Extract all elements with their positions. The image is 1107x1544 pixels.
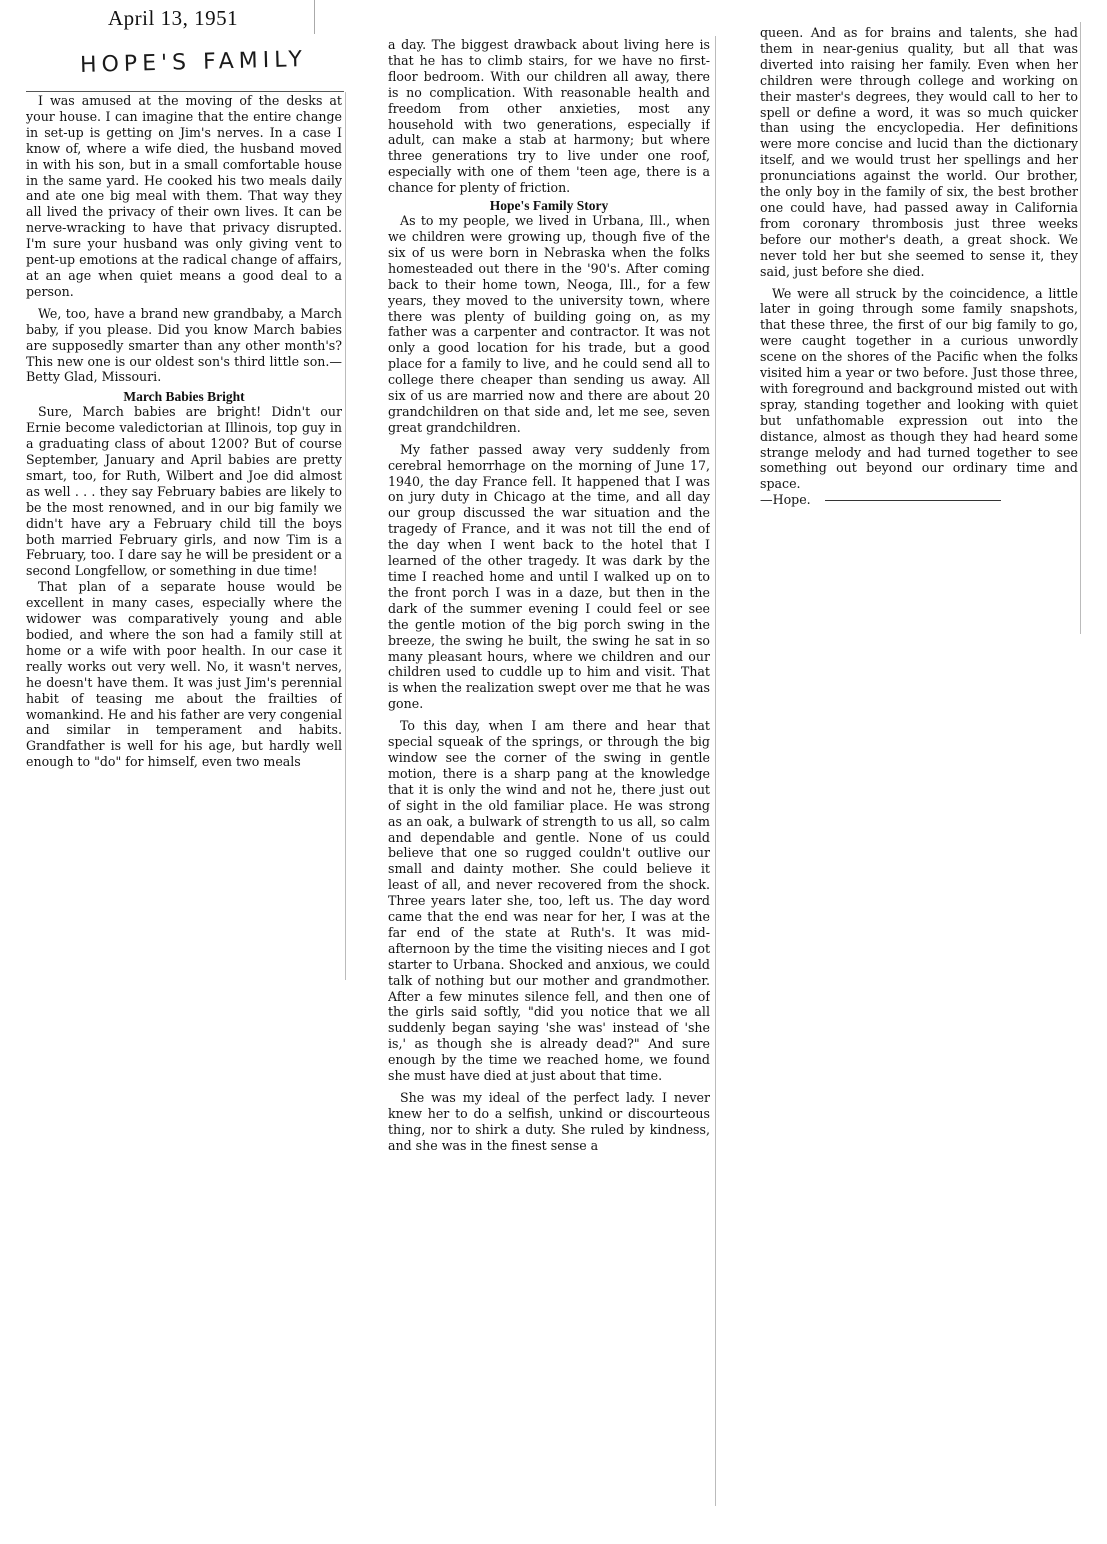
column-2 [388, 37, 710, 1154]
march-babies-heading: March Babies Bright [123, 389, 245, 405]
column2-paragraph-4: To this day, when I am there and hear that special squeak of the springs, or through the big window see the corner of the swing in gentle motion, there is a sharp pang at the knowledge that it is only the wind and not he, there just out of sight in the old familiar place. He was strong as an oak, a bulwark of strength to us all, so calm and dependable and gentle. None of us could believe that one so rugged couldn't outlive our small and dainty mother. She could believe it least of all, and never recovered from the shock. Three years later she, too, left us. The day word came that the end was near for her, I was at the far end of the state at Ruth's. It was mid-afternoon by the time the visiting nieces and I got starter to Urbana. Shocked and anxious, we could talk of nothing but our mother and grandmother. After a few minutes silence fell, and then one of the girls said softly, "did you notice that we all suddenly began saying 'she was' instead of 'she is,' as though she is already dead?" And sure enough by the time we reached home, we found she must have died at just about that time. [388, 718, 710, 1084]
end-rule [825, 500, 1001, 501]
column2-paragraph-5: She was my ideal of the perfect lady. I never knew her to do a selfish, unkind or discourteous thing, nor to shirk a duty. She ruled by kindness, and she was in the finest sense a [388, 1090, 710, 1153]
column1-paragraph-4: That plan of a separate house would be excellent in many cases, especially where the widower was comparatively young and able bodied, and where the son had a family still at home or a wife with poor health. In our case it really works out very well. No, it wasn't nerves, he doesn't have them. It was just Jim's perennial habit of teasing me about the frailties of womankind. He and his father are very congenial and similar in temperament and habits. Grandfather is well for his age, but hardly well enough to "do" for himself, even two meals [26, 579, 342, 770]
column1-paragraph-2: We, too, have a brand new grandbaby, a March baby, if you please. Did you know March babies are supposedly smarter than any other month's? This new one is our oldest son's third little son.—Betty Glad, Missouri. [26, 305, 342, 385]
column2-paragraph-2: As to my people, we lived in Urbana, Ill., when we children were growing up, though five of the six of us were born in Nebraska when the folks homesteaded out there in the '90's. After coming back to their home town, Neoga, Ill., for a few years, they moved to the university town, where there was plenty of building going on, as my father was a carpenter and contractor. It was not only a good location for his trade, but a good place for a family to live, and he could send all to college there cheaper than sending us away. All six of us are married now and there are about 20 grandchildren on that side and, let me see, seven great grandchildren. [388, 213, 710, 435]
column1-top-rule [26, 91, 344, 92]
column1-paragraph-1: I was amused at the moving of the desks at your house. I can imagine that the entire change in set-up is getting on Jim's nerves. In a case I know of, where a wife died, the husband moved in with his son, but in a small comfortable house in the same yard. He cooked his two meals daily and ate one big meal with them. That way they all lived the privacy of their own lives. It can be nerve-wracking to have that privacy disrupted. I'm sure your husband was only giving vent to pent-up emotions at the radical change of affairs, at an age when quiet means a good deal to a person. [26, 93, 342, 299]
column2-right-rule [715, 36, 716, 1506]
column-1 [26, 93, 342, 770]
signature-line [760, 492, 1078, 508]
column1-right-rule [345, 92, 346, 980]
column3-right-rule [1080, 22, 1081, 634]
signature: —Hope. [760, 492, 811, 508]
column1-paragraph-3: Sure, March babies are bright! Didn't our Ernie become valedictorian at Illinois, top guy in a graduating class of about 1200? But of course September, January and April babies are pretty smart, too, for Ruth, Wilbert and Joe did almost as well . . . they say February babies are likely to be the most renowned, and in our big family we didn't have ary a February child till the boys both married February girls, and now Tim is a February, too. I dare say he will be president or a second Longfellow, or something in due time! [26, 404, 342, 579]
column2-paragraph-1: a day. The biggest drawback about living here is that he has to climb stairs, for we have no first-floor bedroom. With our children all away, there is no complication. With reasonable health and freedom from other anxieties, most any household with two generations, especially if adult, can make a stab at harmony; but where three generations try to live under one roof, especially with one of them 'teen age, there is a chance for plenty of friction. [388, 37, 710, 196]
column-3 [760, 25, 1078, 508]
column3-paragraph-1: queen. And as for brains and talents, she had them in near-genius quality, but all that was diverted into raising her family. Even when her children were through college and working on their master's degrees, they would call to her to spell or define a word, it was so much quicker than using the encyclopedia. Her definitions were more concise and lucid than the dictionary itself, and we would trust her spellings and her pronunciations against the world. Our brother, the only boy in the family of six, the best brother one could have, had passed away in California from coronary thrombosis just three weeks before our mother's death, a great shock. We never told her but she seemed to sense it, they said, just before she died. [760, 25, 1078, 279]
column2-paragraph-3: My father passed away very suddenly from cerebral hemorrhage on the morning of June 17, 1940, the day France fell. It happened that I was on jury duty in Chicago at the time, and all day our group discussed the war situation and the tragedy of France, and it was not till the end of the day when I went back to the hotel that I learned of the other tragedy. It was dark by the time I reached home and until I walked up on to the front porch I was in a daze, but then in the dark of the summer evening I could feel or see the gentle motion of the big porch swing in the breeze, the swing he built, the swing he sat in so many pleasant hours, where we children and our children used to cuddle up to him and visit. That is when the realization swept over me that he was gone. [388, 441, 710, 712]
column3-paragraph-2: We were all struck by the coincidence, a little later in going through some family snapshots, that these three, the first of our big family to go, were caught together in a curious unwordly scene on the shores of the Pacific when the folks visited him a year or two before. Just those three, with foreground and background misted out with spray, standing together and looking with quiet but unfathomable expression out into the distance, almost as though they had heard some strange melody and had turned together to see something out beyond our ordinary time and space. [760, 285, 1078, 492]
handwritten-title: HOPE'S FAMILY [79, 47, 308, 78]
clipping-date: April 13, 1951 [108, 6, 239, 30]
hopes-family-story-heading: Hope's Family Story [489, 198, 609, 214]
